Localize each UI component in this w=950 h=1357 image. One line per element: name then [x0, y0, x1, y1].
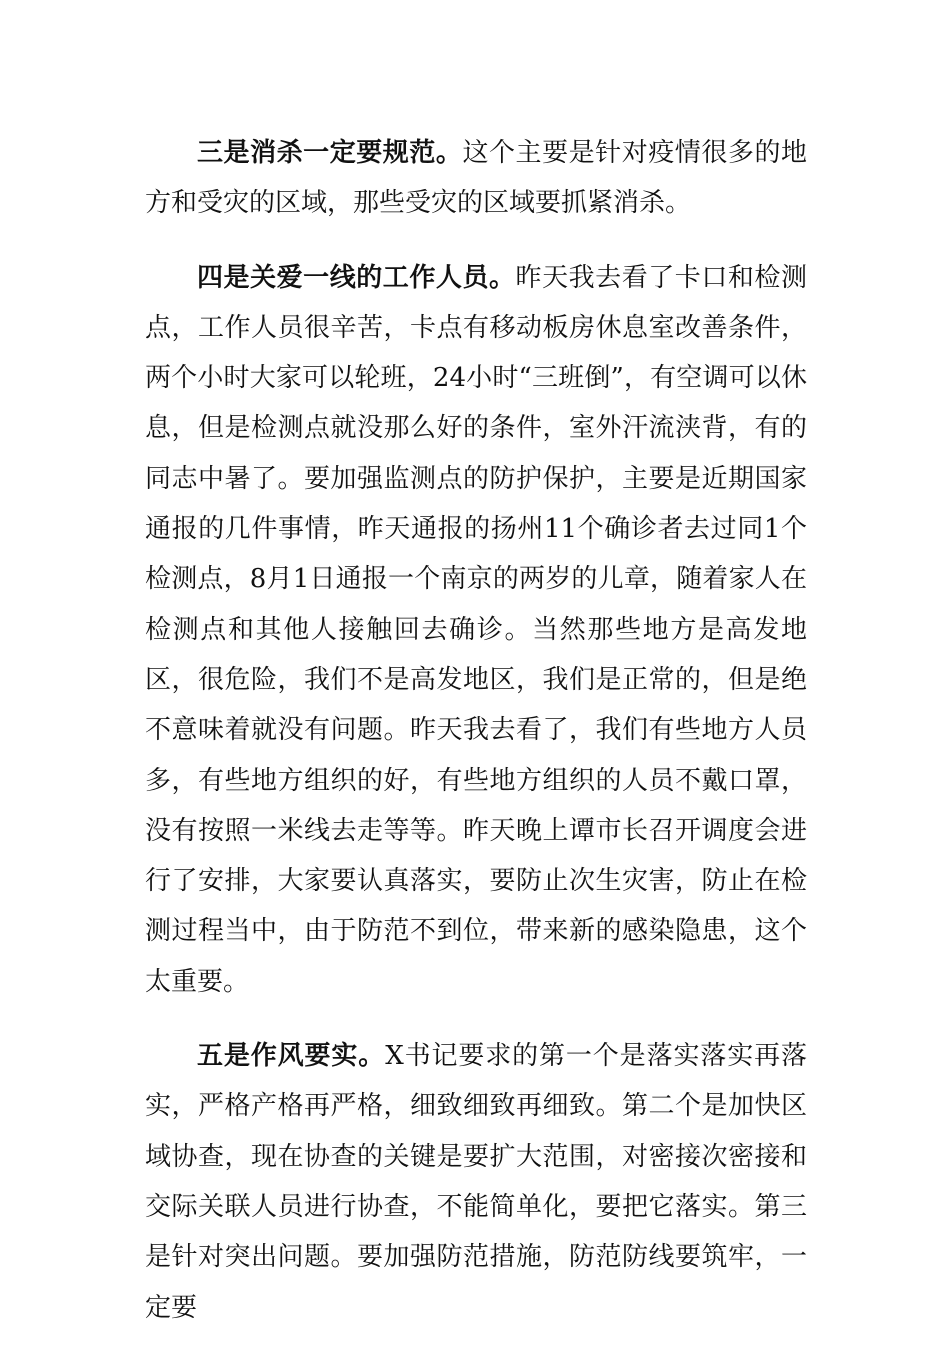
paragraph-text: 这个主要是针对疫情很多的地方和受灾的区域，那些受灾的区域要抓紧消杀。 — [145, 138, 807, 219]
paragraph-frontline-workers — [145, 253, 807, 1007]
paragraph-heading: 四是关爱一线的工作人员。 — [197, 262, 516, 293]
paragraph-text: 昨天我去看了卡口和检测点，工作人员很辛苦，卡点有移动板房休息室改善条件，两个小时大家可以轮班，24小时“三班倒”，有空调可以休息，但是检测点就没那么好的条件，室外汗流浃背，有的同志中暑了。要加强监测点的防护保护，主要是近期国家通报的几件事情，昨天通报的扬州11个确诊者去过同1个检测点，8月1日通报一个南京的两岁的儿章，随着家人在检测点和其他人接触回去确诊。当然那些地方是高发地区，很危险，我们不是高发地区，我们是正常的，但是绝不意味着就没有问题。昨天我去看了，我们有些地方人员多，有些地方组织的好，有些地方组织的人员不戴口罩，没有按照一米线去走等等。昨天晚上谭市长召开调度会进行了安排，大家要认真落实，要防止次生灾害，防止在检测过程当中，由于防范不到位，带来新的感染隐患，这个太重要。 — [145, 262, 807, 997]
paragraph-work-style — [145, 1031, 807, 1333]
document-body — [145, 128, 807, 1357]
paragraph-heading: 五是作风要实。 — [197, 1041, 386, 1072]
paragraph-disinfection — [145, 128, 807, 229]
paragraph-heading: 三是消杀一定要规范。 — [197, 138, 463, 168]
paragraph-text: X书记要求的第一个是落实落实再落实，严格产格再严格，细致细致再细致。第二个是加快区域协查，现在协查的关键是要扩大范围，对密接次密接和交际关联人员进行协查，不能简单化，要把它落实。第三是针对突出问题。要加强防范措施，防范防线要筑牢，一定要 — [145, 1041, 807, 1323]
